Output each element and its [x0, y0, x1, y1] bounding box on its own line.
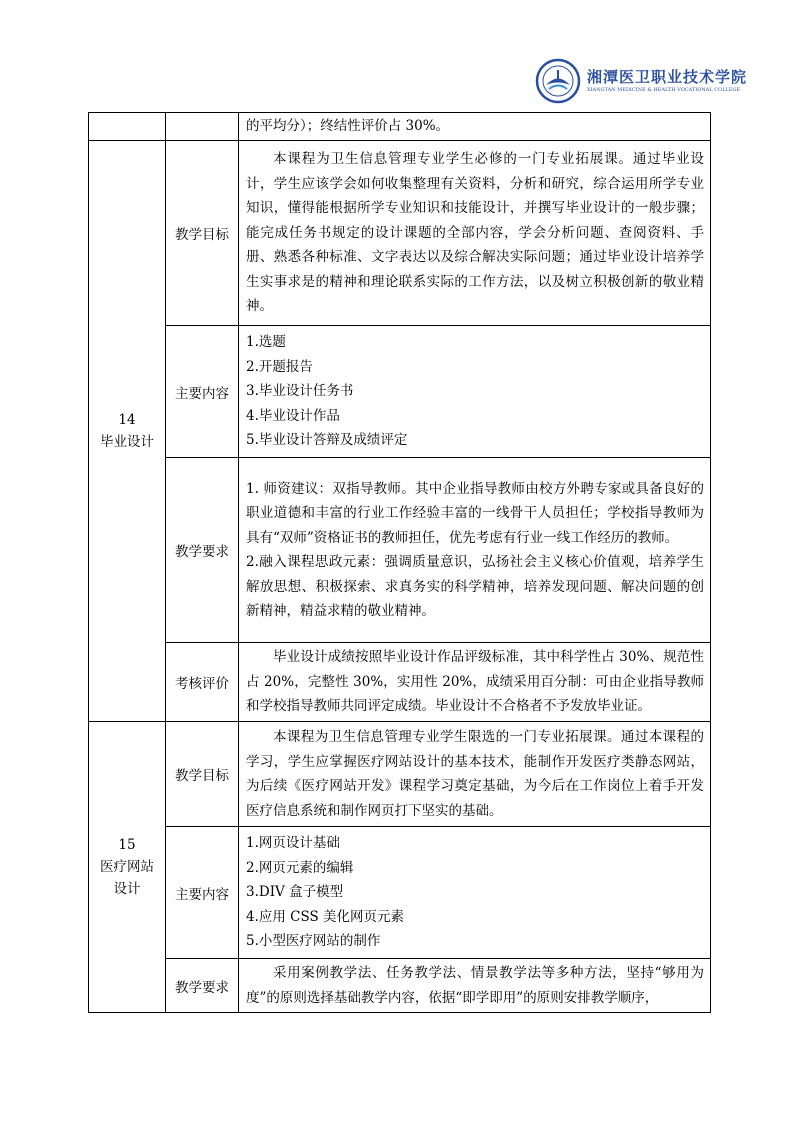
course-15-goal-text: 本课程为卫生信息管理专业学生限选的一门专业拓展课。通过本课程的学习，学生应掌握医疗网站设计的基本技术，能制作开发医疗类静态网站，为后续《医疗网站开发》课程学习奠定基础，为今后在工作岗位上着手开发医疗信息系统和制作网页打下坚实的基础。 [246, 729, 704, 819]
list-item: 2.开题报告 [246, 358, 313, 375]
table-row [89, 959, 711, 1013]
label-goal-14: 教学目标 [166, 141, 239, 326]
label-goal-15: 教学目标 [166, 722, 239, 827]
label-content-14: 主要内容 [166, 326, 239, 458]
school-logo-icon [535, 58, 581, 104]
course-table [88, 112, 711, 1013]
table-row [89, 458, 711, 643]
carry-over-text: 的平均分）；终结性评价占 30%。 [246, 118, 450, 135]
table-row [89, 326, 711, 458]
course-14-req-2: 2.融入课程思政元素：强调质量意识，弘扬社会主义核心价值观，培养学生解放思想、积极探索、求真务实的科学精神，培养发现问题、解决问题的创新精神，精益求精的敬业精神。 [246, 554, 704, 619]
table-row [89, 113, 711, 141]
school-name: 湘潭医卫职业技术学院 [587, 68, 748, 86]
label-eval-14: 考核评价 [166, 643, 239, 722]
list-item: 1.网页设计基础 [246, 835, 340, 852]
table-row [89, 141, 711, 326]
course-15-number: 15 [118, 837, 136, 853]
table-row [89, 643, 711, 722]
list-item: 4.应用 CSS 美化网页元素 [246, 908, 405, 925]
school-header [535, 58, 748, 106]
course-14-content-list [239, 330, 710, 453]
list-item: 1.选题 [246, 334, 286, 351]
course-14-name: 毕业设计 [100, 434, 154, 450]
list-item: 5.毕业设计答辩及成绩评定 [246, 432, 408, 449]
list-item: 5.小型医疗网站的制作 [246, 933, 381, 950]
course-15-name-line2: 设计 [113, 881, 141, 897]
list-item: 3.DIV 盒子模型 [246, 884, 344, 901]
label-req-15: 教学要求 [166, 959, 239, 1013]
table-row [89, 827, 711, 959]
list-item: 2.网页元素的编辑 [246, 859, 354, 876]
course-14-goal-text: 本课程为卫生信息管理专业学生必修的一门专业拓展课。通过毕业设计，学生应该学会如何收集整理有关资料，分析和研究，综合运用所学专业知识，懂得能根据所学专业知识和技能设计，并撰写毕业设计的一般步骤；能完成任务书规定的设计课题的全部内容，学会分析问题、查阅资料、手册、熟悉各种标准、文字表达以及综合解决实际问题；通过毕业设计培养学生实事求是的精神和理论联系实际的工作方法，以及树立积极创新的敬业精神。 [246, 151, 704, 315]
list-item: 3.毕业设计任务书 [246, 383, 354, 400]
label-req-14: 教学要求 [166, 458, 239, 643]
course-15-req-text: 采用案例教学法、任务教学法、情景教学法等多种方法，坚持“够用为度”的原则选择基础教学内容，依据“即学即用”的原则安排教学顺序， [246, 965, 704, 1006]
list-item: 4.毕业设计作品 [246, 407, 340, 424]
course-15-name-line1: 医疗网站 [100, 859, 154, 875]
course-15-cell [89, 722, 166, 1013]
table-row [89, 722, 711, 827]
course-14-cell [89, 141, 166, 722]
course-15-content-list [239, 831, 710, 954]
school-name-en: XIANGTAN MEDICINE & HEALTH VOCATIONAL COLLEGE [587, 87, 741, 93]
course-14-eval-text: 毕业设计成绩按照毕业设计作品评级标准，其中科学性占 30%、规范性占 20%，完整性 30%，实用性 20%，成绩采用百分制：可由企业指导教师和学校指导教师共同评定成绩。毕业设计不合格者不予发放毕业证。 [246, 649, 704, 715]
label-content-15: 主要内容 [166, 827, 239, 959]
course-14-req-1: 1. 师资建议：双指导教师。其中企业指导教师由校方外聘专家或具备良好的职业道德和丰富的行业工作经验丰富的一线骨干人员担任；学校指导教师为具有“双师”资格证书的教师担任，优先考虑有行业一线工作经历的教师。 [246, 480, 704, 546]
course-14-number: 14 [118, 412, 136, 428]
